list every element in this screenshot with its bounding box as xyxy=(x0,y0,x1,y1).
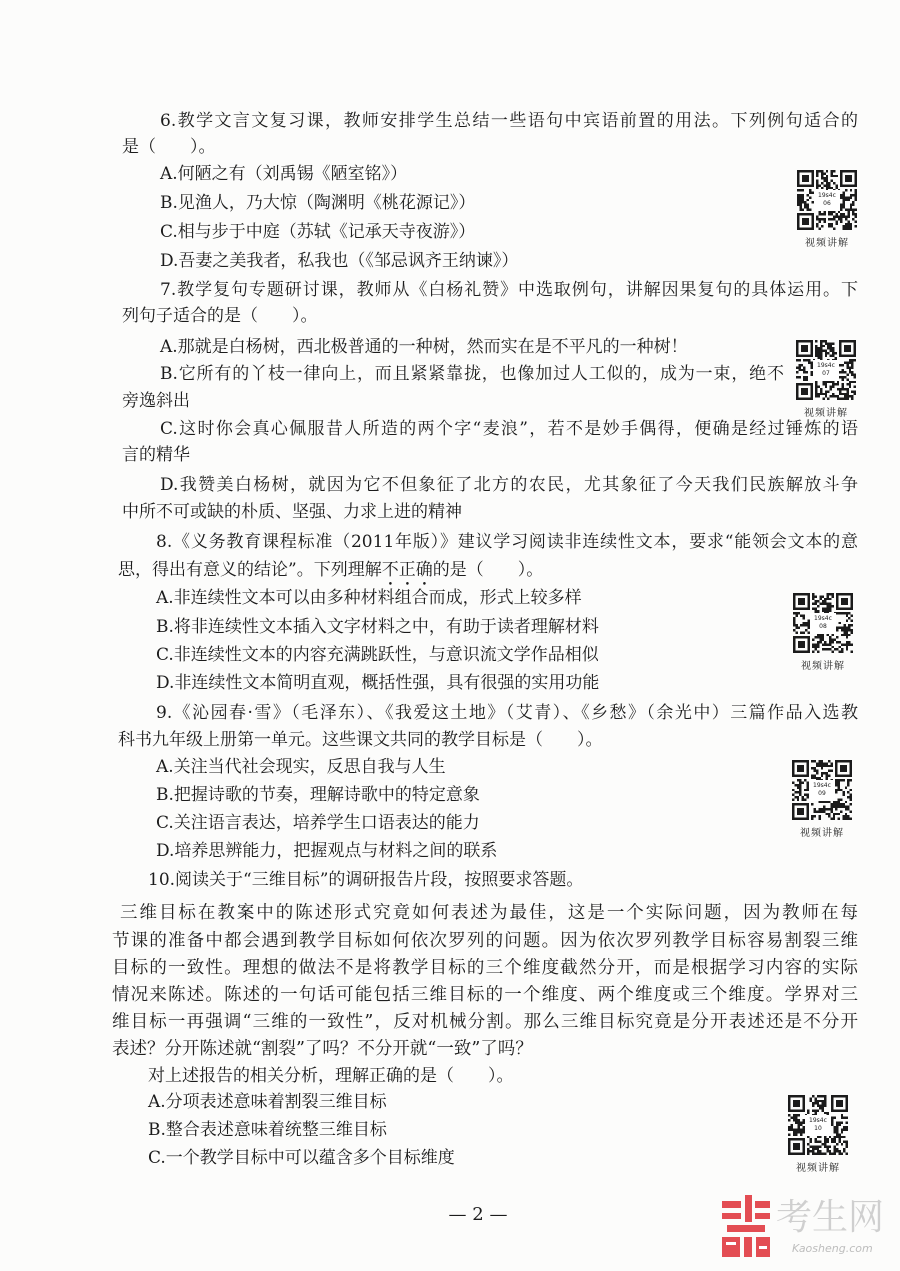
qr-center-box xyxy=(814,190,840,211)
q7-option-b-line-2: 旁逸斜出 xyxy=(122,391,190,411)
qr-code-id: 19s4c xyxy=(809,1117,827,1124)
q10-passage-line-3: 目标的一致性。理想的做法不是将教学目标的三个维度截然分开，而是根据学习内容的实际 xyxy=(112,958,858,978)
qr-code xyxy=(792,760,852,839)
qr-code-number: 10 xyxy=(814,1125,822,1132)
q9-stem-line-2: 科书九年级上册第一单元。这些课文共同的教学目标是（ ）。 xyxy=(118,730,603,750)
brand-logo-icon xyxy=(722,1195,770,1257)
q8-emphasis-text: 不正确 xyxy=(381,560,433,580)
q10-passage-line-6: 表述？分开陈述就“割裂”了吗？不分开就“一致”了吗？ xyxy=(112,1039,533,1059)
q7-option-d-line-1: D.我赞美白杨树，就因为它不但象征了北方的农民，尤其象征了今天我们民族解放斗争 xyxy=(160,475,858,495)
q6-option-c: C.相与步于中庭（苏轼《记承天寺夜游》） xyxy=(160,222,476,242)
q8-stem-text: 思，得出有意义的结论”。下列理解 xyxy=(118,560,382,580)
qr-code xyxy=(793,593,853,672)
q8-option-a: A.非连续性文本可以由多种材料组合而成，形式上较多样 xyxy=(156,588,582,608)
q8-option-b: B.将非连续性文本插入文字材料之中，有助于读者理解材料 xyxy=(156,617,599,637)
q8-option-c: C.非连续性文本的内容充满跳跃性，与意识流文学作品相似 xyxy=(156,645,599,665)
q6-option-d: D.吾妻之美我者，私我也（《邹忌讽齐王纳谏》） xyxy=(160,251,519,271)
qr-code-id: 19s4c xyxy=(817,362,835,369)
q9-stem-line-1: 9.《沁园春·雪》（毛泽东）、《我爱这土地》（艾青）、《乡愁》（余光中）三篇作品入选教 xyxy=(156,703,858,723)
q7-option-c-line-2: 言的精华 xyxy=(122,445,190,465)
watermark-domain-text: Kaosheng.com xyxy=(792,1242,873,1255)
qr-code xyxy=(788,1095,848,1174)
q9-option-b: B.把握诗歌的节奏，理解诗歌中的特定意象 xyxy=(156,785,480,805)
q6-stem-line-1: 6.教学文言文复习课，教师安排学生总结一些语句中宾语前置的用法。下列例句适合的 xyxy=(160,111,858,131)
q7-option-d-line-2: 中所不可或缺的朴质、坚强、力求上进的精神 xyxy=(122,502,462,522)
q6-option-b: B.见渔人，乃大惊（陶渊明《桃花源记》） xyxy=(160,193,476,213)
q6-option-a: A.何陋之有（刘禹锡《陋室铭》） xyxy=(160,164,408,184)
q10-stem: 10.阅读关于“三维目标”的调研报告片段，按照要求答题。 xyxy=(148,870,584,890)
q10-option-b: B.整合表述意味着统整三维目标 xyxy=(148,1120,387,1140)
q8-stem-line-1: 8.《义务教育课程标准（2011年版）》建议学习阅读非连续性文本，要求“能领会文本的意 xyxy=(156,532,858,552)
q6-stem-line-2: 是（ ）。 xyxy=(122,137,216,157)
q10-passage-line-4: 情况来陈述。陈述的一句话可能包括三维目标的一个维度、两个维度或三个维度。学界对三 xyxy=(112,985,858,1005)
qr-label: 视频讲解 xyxy=(800,828,844,839)
q10-option-c: C.一个教学目标中可以蕴含多个目标维度 xyxy=(148,1148,455,1168)
qr-code-id: 19s4c xyxy=(818,192,836,199)
q7-option-b-line-1: B.它所有的丫枝一律向上，而且紧紧靠拢，也像加过人工似的，成为一束，绝不 xyxy=(160,364,784,384)
q9-option-c: C.关注语言表达，培养学生口语表达的能力 xyxy=(156,813,480,833)
q7-stem-line-1: 7.教学复句专题研讨课，教师从《白杨礼赞》中选取例句，讲解因果复句的具体运用。下 xyxy=(160,280,858,300)
qr-center-box xyxy=(809,780,835,801)
q7-option-c-line-1: C.这时你会真心佩服昔人所造的两个字“麦浪”，若不是妙手偶得，便确是经过锤炼的语 xyxy=(160,419,858,439)
page-number: — 2 — xyxy=(448,1204,508,1225)
q9-option-a: A.关注当代社会现实，反思自我与人生 xyxy=(156,757,446,777)
q7-option-a: A.那就是白杨树，西北极普通的一种树，然而实在是不平凡的一种树！ xyxy=(160,337,688,357)
qr-label: 视频讲解 xyxy=(805,238,849,249)
qr-center-box xyxy=(810,613,836,634)
qr-center-box xyxy=(813,360,839,381)
qr-center-box xyxy=(805,1115,831,1136)
q8-stem-line-2 xyxy=(118,557,858,583)
qr-code-number: 06 xyxy=(823,200,831,207)
q10-passage-line-1: 三维目标在教案中的陈述形式究竟如何表述为最佳，这是一个实际问题，因为教师在每 xyxy=(120,903,858,923)
q8-answer-blank: 的是（ ）。 xyxy=(432,560,544,580)
q10-ask: 对上述报告的相关分析，理解正确的是（ ）。 xyxy=(148,1066,514,1086)
q9-option-d: D.培养思辨能力，把握观点与材料之间的联系 xyxy=(156,841,498,861)
qr-code xyxy=(797,170,857,249)
qr-label: 视频讲解 xyxy=(804,408,848,419)
q10-passage-line-5: 维目标一再强调“三维的一致性”，反对机械分割。那么三维目标究竟是分开表述还是不分开 xyxy=(112,1012,858,1032)
qr-code-number: 09 xyxy=(818,790,826,797)
qr-code-id: 19s4c xyxy=(814,615,832,622)
qr-code xyxy=(796,340,856,419)
qr-code-number: 07 xyxy=(822,370,830,377)
q8-option-d: D.非连续性文本简明直观，概括性强，具有很强的实用功能 xyxy=(156,673,600,693)
q10-option-a: A.分项表述意味着割裂三维目标 xyxy=(148,1092,387,1112)
qr-label: 视频讲解 xyxy=(796,1163,840,1174)
watermark-brand-text: 考生网 xyxy=(776,1197,885,1238)
qr-label: 视频讲解 xyxy=(801,661,845,672)
q7-stem-line-2: 列句子适合的是（ ）。 xyxy=(122,306,318,326)
q10-passage-line-2: 节课的准备中都会遇到教学目标如何依次罗列的问题。因为依次罗列教学目标容易割裂三维 xyxy=(112,931,858,951)
qr-code-id: 19s4c xyxy=(813,782,831,789)
qr-code-number: 08 xyxy=(819,623,827,630)
